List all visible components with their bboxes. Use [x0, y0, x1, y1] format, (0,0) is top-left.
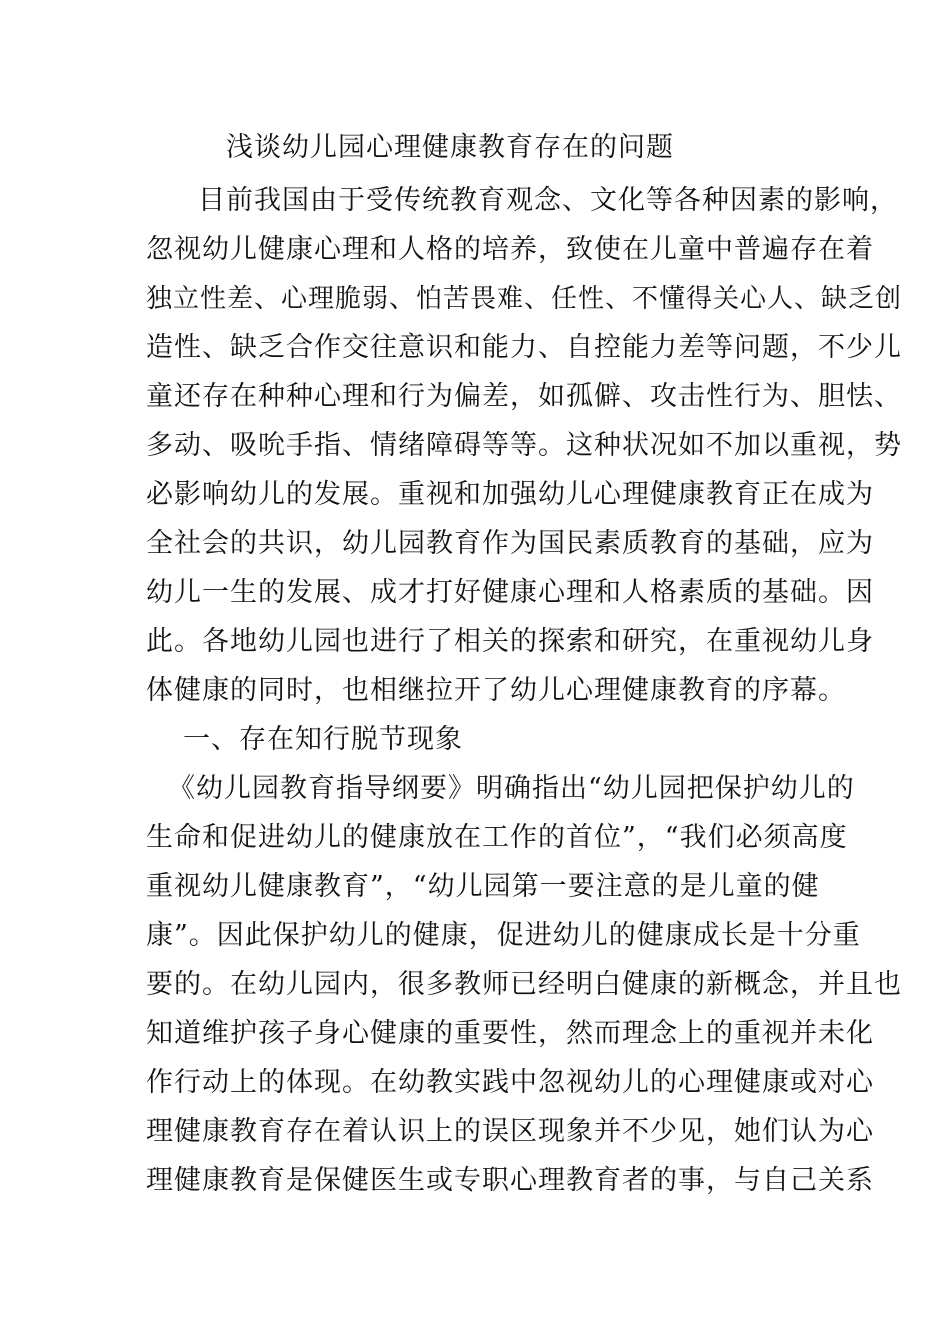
paragraph-line: 幼儿一生的发展、成才打好健康心理和人格素质的基础。因: [146, 577, 874, 608]
paragraph-line: 独立性差、心理脆弱、怕苦畏难、任性、不懂得关心人、缺乏创: [146, 284, 903, 314]
paragraph-line: 忽视幼儿健康心理和人格的培养，致使在儿童中普遍存在着: [146, 234, 874, 265]
paragraph-line: 体健康的同时，也相继拉开了幼儿心理健康教育的序幕。: [146, 675, 846, 706]
paragraph-line: 全社会的共识，幼儿园教育作为国民素质教育的基础，应为: [146, 528, 874, 559]
paragraph-line: 知道维护孩子身心健康的重要性，然而理念上的重视并未化: [146, 1018, 874, 1049]
paragraph-line: 理健康教育存在着认识上的误区现象并不少见，她们认为心: [146, 1116, 874, 1147]
paragraph-line: 童还存在种种心理和行为偏差，如孤僻、攻击性行为、胆怯、: [146, 381, 902, 412]
paragraph-line: 目前我国由于受传统教育观念、文化等各种因素的影响，: [198, 185, 898, 216]
paragraph-line: 康”。因此保护幼儿的健康，促进幼儿的健康成长是十分重: [146, 920, 861, 951]
paragraph-line: 多动、吸吮手指、情绪障碍等等。这种状况如不加以重视，势: [146, 430, 902, 461]
paragraph-line: 要的。在幼儿园内，很多教师已经明白健康的新概念，并且也: [146, 969, 902, 1000]
paragraph-line: 生命和促进幼儿的健康放在工作的首位”，“我们必须高度: [146, 822, 848, 853]
paragraph-line: 必影响幼儿的发展。重视和加强幼儿心理健康教育正在成为: [146, 479, 874, 510]
paragraph-line: 造性、缺乏合作交往意识和能力、自控能力差等问题，不少儿: [146, 332, 902, 363]
paragraph-line: 《幼儿园教育指导纲要》明确指出“幼儿园把保护幼儿的: [168, 773, 855, 804]
paragraph-line: 重视幼儿健康教育”，“幼儿园第一要注意的是儿童的健: [146, 871, 820, 902]
paragraph-line: 理健康教育是保健医生或专职心理教育者的事，与自己关系: [146, 1165, 874, 1196]
paragraph-line: 作行动上的体现。在幼教实践中忽视幼儿的心理健康或对心: [146, 1067, 874, 1098]
section-heading: 一、存在知行脱节现象: [183, 724, 463, 755]
paragraph-line: 此。各地幼儿园也进行了相关的探索和研究，在重视幼儿身: [146, 626, 874, 657]
document-title: 浅谈幼儿园心理健康教育存在的问题: [226, 132, 674, 163]
